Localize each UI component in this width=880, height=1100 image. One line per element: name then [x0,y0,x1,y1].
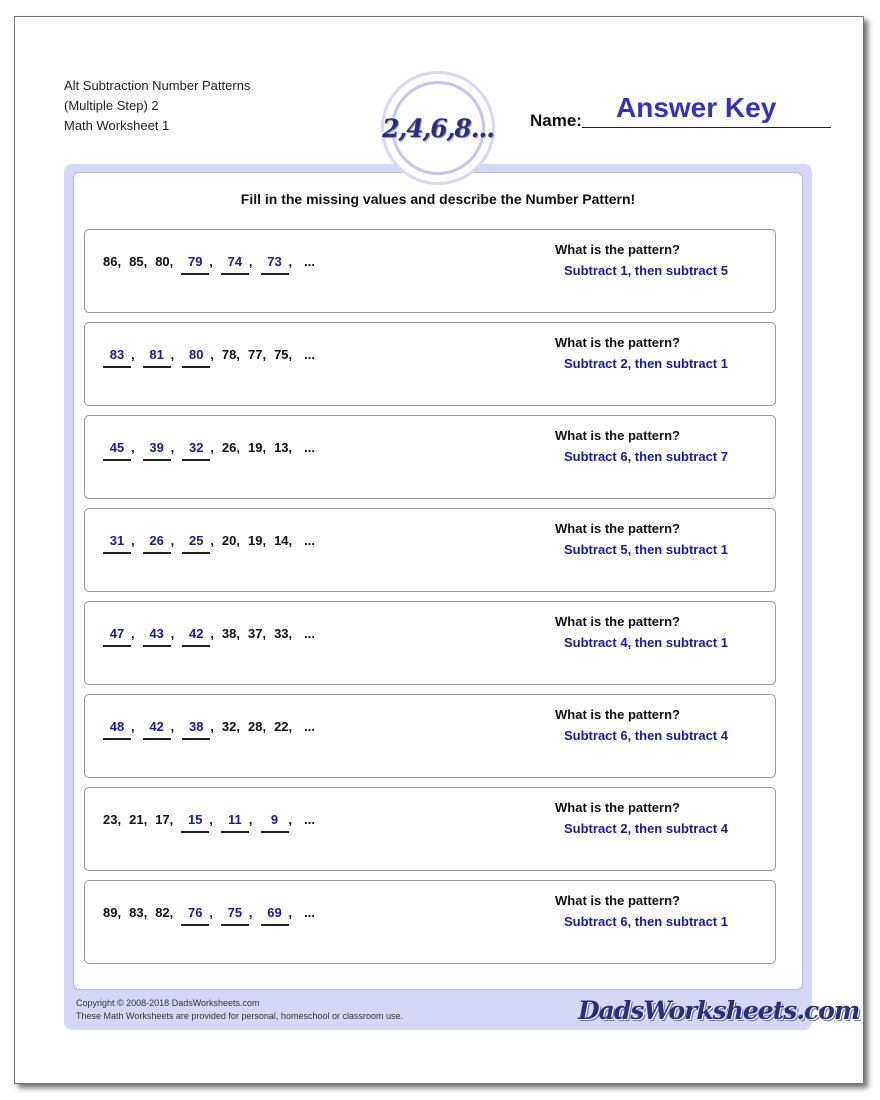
sequence-term [143,440,183,461]
pattern-answer: Subtract 2, then subtract 1 [564,356,728,371]
answer-blank[interactable]: 79 [181,254,209,275]
answer-blank[interactable]: 76 [181,905,209,926]
problem-8 [84,880,776,964]
comma: , [236,719,240,734]
sequence-term [181,812,221,833]
sequence-term [182,719,222,740]
comma: , [117,812,122,827]
name-label: Name: [530,111,582,130]
answer-blank[interactable]: 42 [143,719,171,740]
pattern-question: What is the pattern? [555,521,680,536]
comma: , [236,440,240,455]
answer-blank[interactable]: 42 [182,626,210,647]
pattern-question: What is the pattern? [555,242,680,257]
problem-2 [84,322,776,406]
answer-blank[interactable]: 15 [181,812,209,833]
number-sequence [103,626,315,647]
comma: , [262,533,267,548]
sequence-term [221,254,261,275]
answer-blank[interactable]: 25 [182,533,210,554]
given-number: 28 [247,719,263,734]
comma: , [117,905,122,920]
sequence-term [274,626,300,641]
answer-blank[interactable]: 47 [103,626,131,647]
comma: , [210,347,214,362]
problem-5 [84,601,776,685]
comma: , [262,440,267,455]
comma: , [248,254,253,269]
ellipsis: ... [304,347,315,362]
given-number: 21 [129,812,144,827]
name-line [582,127,831,128]
comma: , [143,812,148,827]
given-number: 37 [247,626,263,641]
sequence-term [182,626,222,647]
problem-7 [84,787,776,871]
title-line-1: Alt Subtraction Number Patterns [64,78,251,93]
given-number: 23 [103,812,118,827]
sequence-term [261,905,301,926]
sequence-term [274,719,300,734]
pattern-answer: Subtract 6, then subtract 4 [564,728,728,743]
comma: , [131,719,135,734]
sequence-term [274,533,300,548]
dadsworksheets-logo: DadsWorksheets.com [578,996,860,1025]
sequence-term [274,347,300,362]
copyright-text: Copyright © 2008-2018 DadsWorksheets.com [76,998,260,1008]
answer-blank[interactable]: 73 [261,254,289,275]
pattern-question: What is the pattern? [555,707,680,722]
pattern-question: What is the pattern? [555,893,680,908]
sequence-term [155,254,181,269]
comma: , [248,905,253,920]
comma: , [210,440,214,455]
answer-blank[interactable]: 31 [103,533,131,554]
sequence-term [103,440,143,461]
sequence-term [248,626,274,641]
answer-key-title: Answer Key [616,92,777,123]
sequence-term [274,440,300,455]
given-number: 33 [274,626,289,641]
given-number: 17 [155,812,170,827]
given-number: 83 [129,905,144,920]
given-number: 85 [129,254,144,269]
sequence-term [182,347,222,368]
sequence-term [182,440,222,461]
sequence-term [181,905,221,926]
comma: , [143,254,148,269]
given-number: 13 [274,440,289,455]
instructions: Fill in the missing values and describe the Number Pattern! [240,191,636,207]
given-number: 86 [103,254,118,269]
given-number: 38 [221,626,237,641]
answer-blank[interactable]: 75 [221,905,249,926]
sequence-term [103,905,129,920]
comma: , [117,254,122,269]
comma: , [170,440,175,455]
given-number: 26 [221,440,237,455]
answer-blank[interactable]: 80 [182,347,210,368]
answer-blank[interactable]: 69 [261,905,289,926]
sequence-term [103,347,143,368]
sequence-term [155,905,181,920]
comma: , [288,254,293,269]
answer-blank[interactable]: 83 [103,347,131,368]
sequence-term [222,440,248,455]
pattern-answer: Subtract 4, then subtract 1 [564,635,728,650]
given-number: 78 [221,347,237,362]
given-number: 75 [274,347,289,362]
answer-blank[interactable]: 39 [143,440,171,461]
sequence-term [221,905,261,926]
number-sequence [103,440,315,461]
answer-blank[interactable]: 81 [143,347,171,368]
pattern-answer: Subtract 6, then subtract 7 [564,449,728,464]
comma: , [210,719,214,734]
sequence-term [248,347,274,362]
comma: , [131,347,135,362]
answer-blank[interactable]: 74 [221,254,249,275]
sequence-term [261,812,301,833]
sequence-term [143,626,183,647]
sequence-term [248,440,274,455]
sequence-term [261,254,301,275]
comma: , [170,347,175,362]
sequence-term [222,719,248,734]
sequence-term [221,812,261,833]
sequence-term [222,626,248,641]
given-number: 19 [247,440,263,455]
sequence-term [143,533,183,554]
ellipsis: ... [304,905,315,920]
answer-blank[interactable]: 45 [103,440,131,461]
sequence-term [222,533,248,548]
comma: , [210,626,214,641]
comma: , [236,347,240,362]
pattern-answer: Subtract 1, then subtract 5 [564,263,728,278]
usage-notice: These Math Worksheets are provided for personal, homeschool or classroom use. [76,1011,403,1021]
sequence-term [248,533,274,548]
answer-blank[interactable]: 32 [182,440,210,461]
comma: , [143,905,148,920]
given-number: 82 [155,905,170,920]
pattern-answer: Subtract 5, then subtract 1 [564,542,728,557]
comma: , [248,812,253,827]
sequence-term [248,719,274,734]
comma: , [288,812,293,827]
number-sequence [103,719,315,740]
sequence-term [182,533,222,554]
sequence-term [155,812,181,827]
given-number: 22 [274,719,289,734]
comma: , [288,626,293,641]
answer-blank[interactable]: 26 [143,533,171,554]
pattern-question: What is the pattern? [555,428,680,443]
sequence-term [103,812,129,827]
given-number: 80 [155,254,170,269]
comma: , [236,533,240,548]
sequence-term [103,533,143,554]
given-number: 14 [274,533,289,548]
comma: , [169,812,174,827]
comma: , [262,347,267,362]
sequence-term [103,254,129,269]
comma: , [169,905,174,920]
answer-blank[interactable]: 48 [103,719,131,740]
given-number: 19 [247,533,263,548]
answer-blank[interactable]: 9 [261,812,289,833]
problem-3 [84,415,776,499]
comma: , [209,905,213,920]
comma: , [131,440,135,455]
sequence-term [181,254,221,275]
sequence-term [143,719,183,740]
pattern-question: What is the pattern? [555,335,680,350]
problem-1 [84,229,776,313]
answer-blank[interactable]: 43 [143,626,171,647]
number-sequence [103,254,315,275]
given-number: 89 [103,905,118,920]
sequence-term [222,347,248,362]
comma: , [209,812,213,827]
sequence-term [103,626,143,647]
problem-4 [84,508,776,592]
comma: , [288,533,293,548]
comma: , [169,254,174,269]
problem-6 [84,694,776,778]
number-sequence [103,905,315,926]
ellipsis: ... [304,626,315,641]
comma: , [170,533,175,548]
sequence-term [129,254,155,269]
sequence-term [143,347,183,368]
number-sequence [103,812,315,833]
sequence-term [103,719,143,740]
comma: , [236,626,240,641]
answer-blank[interactable]: 11 [221,812,249,833]
pattern-answer: Subtract 2, then subtract 4 [564,821,728,836]
worksheet-title [64,76,250,136]
ellipsis: ... [304,533,315,548]
sequence-term [129,905,155,920]
title-line-2: (Multiple Step) 2 [64,98,159,113]
ellipsis: ... [304,719,315,734]
comma: , [262,626,267,641]
comma: , [170,626,175,641]
given-number: 20 [221,533,237,548]
pattern-answer: Subtract 6, then subtract 1 [564,914,728,929]
given-number: 77 [247,347,263,362]
ellipsis: ... [304,254,315,269]
given-number: 32 [221,719,237,734]
comma: , [131,533,135,548]
comma: , [262,719,267,734]
sequence-term [129,812,155,827]
answer-blank[interactable]: 38 [182,719,210,740]
ellipsis: ... [304,440,315,455]
comma: , [131,626,135,641]
comma: , [288,440,293,455]
pattern-question: What is the pattern? [555,800,680,815]
number-pattern-logo [381,71,495,185]
logo-text: 2,4,6,8... [382,113,494,143]
number-sequence [103,347,315,368]
comma: , [288,719,293,734]
number-sequence [103,533,315,554]
comma: , [209,254,213,269]
pattern-question: What is the pattern? [555,614,680,629]
comma: , [210,533,214,548]
comma: , [170,719,175,734]
footer [76,997,403,1023]
comma: , [288,905,293,920]
title-line-3: Math Worksheet 1 [64,118,170,133]
comma: , [288,347,293,362]
ellipsis: ... [304,812,315,827]
